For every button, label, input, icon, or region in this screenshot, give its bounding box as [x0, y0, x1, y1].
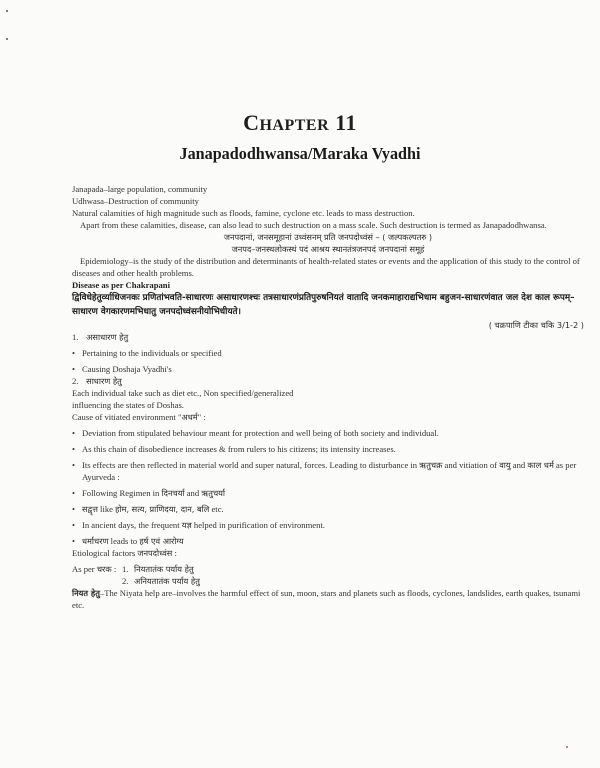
list-sanskrit: धर्माचरण	[82, 536, 109, 546]
cause-heading	[72, 411, 584, 423]
niyata-paragraph	[72, 587, 584, 611]
scan-speck	[6, 10, 8, 12]
chakrapani-verse: द्विविधेहेतुर्व्याधिजनकः प्रणितांभवति-साधारणः असाधारणश्चः तत्रसाधारणंप्रतिपुरुषनियतं वातादि जनकमाहाराद्यभिधाम बहुजन-साधारणंवात जल देश काल रूपम्–साधारण वेगकारणमभिधातु जनपदोध्वंसनीयोभिधीयते।	[72, 293, 575, 317]
list-number: 2.	[122, 576, 129, 586]
list-item	[72, 427, 584, 439]
list-item	[122, 563, 200, 575]
list-item: • Pertaining to the individuals or specified	[72, 347, 584, 359]
list-text: like	[97, 504, 116, 514]
sanskrit-definition-1: जनपदानां, जनसमूहानां उध्वंसनम् प्रति जनपदोध्वंसं – ( जल्पकल्पतरु )	[223, 232, 433, 242]
list-item	[72, 459, 584, 483]
intro-line-4: Apart from these calamities, disease, can also lead to such destruction on a mass scale. Such destruction is termed as Janapadodhwansa.	[80, 220, 547, 230]
list-text: helped in purification of environment.	[191, 520, 325, 530]
list-text: नियतातंक पर्याय हेतु	[134, 564, 194, 574]
bullet-list-1	[72, 347, 584, 375]
list-item	[72, 487, 584, 499]
niyata-text: –The Niyata help are–involves the harmful effect of sun, moon, stars and planets such as floods, cyclones, landslides, earth quakes, tsunami etc.	[72, 588, 581, 610]
intro-line-3: Natural calamities of high magnitude such as floods, famine, cyclone etc. leads to mass destruction.	[72, 208, 415, 218]
list-number: 1.	[122, 564, 129, 574]
list-sanskrit: ऋतुचर्या	[201, 488, 226, 498]
list-sanskrit: होम, सत्य, प्राणिदया, दान, बलि	[115, 504, 210, 514]
cause-label: Cause of vitiated environment "	[72, 412, 182, 422]
citation: ( चक्रपाणि टीका चकि 3/1-2 )	[488, 320, 584, 330]
list-item	[72, 535, 584, 547]
niyata-sanskrit: नियत हेतु	[72, 588, 100, 598]
list-text: Following Regimen in	[82, 488, 162, 498]
list-item	[72, 503, 584, 515]
influencing-text: influencing the states of Doshas.	[72, 400, 184, 410]
list-text: and	[184, 488, 202, 498]
intro-line-1: Janapada–large population, community	[72, 184, 208, 194]
list-text: Its effects are then reflected in material world and super natural, forces. Leading to disturbance in	[82, 460, 420, 470]
list-item	[72, 375, 584, 387]
as-per-sanskrit: चरक	[96, 564, 112, 574]
list-text: as per Ayurveda :	[82, 460, 577, 482]
etiological-sanskrit: जनपदोध्वंस	[137, 548, 173, 558]
body-text	[72, 183, 584, 611]
list-text: leads to	[108, 536, 140, 546]
list-sanskrit: ऋतुचक्र	[419, 460, 443, 470]
as-per-label	[72, 563, 122, 587]
list-sanskrit: काल धर्म	[527, 460, 554, 470]
etiological-label: Etiological factors	[72, 548, 138, 558]
list-text: and vitiation of	[442, 460, 500, 470]
as-per-colon: :	[111, 564, 117, 574]
list-item: • Causing Doshaja Vyadhi's	[72, 363, 584, 375]
as-per-list	[122, 563, 200, 587]
scan-speck	[6, 38, 8, 40]
list-number: 1.	[72, 332, 79, 342]
list-text: and	[510, 460, 528, 470]
chapter-number: 11	[335, 110, 357, 135]
chapter-word: HAPTER	[259, 117, 330, 134]
list-text: अनियतातंक पर्याय हेतु	[134, 576, 200, 586]
sanskrit-definition-2: जनपद–जनस्थलोकस्थं पदं आश्रय स्थानतंत्रजनपदं जनपदानां समूहं	[231, 244, 425, 254]
intro-line-2: Udhwasa–Destruction of community	[72, 196, 199, 206]
list-item	[72, 443, 584, 455]
list-text: In ancient days, the frequent	[82, 520, 182, 530]
scan-speck	[566, 746, 568, 748]
etiological-end: :	[172, 548, 177, 558]
list-item	[72, 331, 584, 343]
list-sanskrit: हर्ष एवं आरोग्य	[139, 536, 184, 546]
list-text: etc.	[209, 504, 224, 514]
chapter-title: Janapadodhwansa/Maraka Vyadhi	[179, 144, 421, 163]
list-sanskrit: वायु	[499, 460, 511, 470]
as-per-charaka	[72, 563, 584, 587]
as-per-text: As per	[72, 564, 97, 574]
epidemiology-text: Epidemiology–is the study of the distribution and determinants of health-related states or events and the application of this study to the control of diseases and other health problems.	[72, 256, 580, 278]
cause-sanskrit: अधर्म	[181, 412, 198, 422]
etiological-heading	[72, 547, 584, 559]
list-text: Deviation from stipulated behaviour meant for protection and well being of both society and individual.	[82, 428, 439, 438]
disease-heading: Disease as per Chakrapani	[72, 280, 170, 290]
list-text: असाधारण हेतु	[86, 332, 129, 342]
list-sanskrit: सद्वृत्त	[82, 504, 98, 514]
chapter-heading	[0, 110, 600, 136]
list-number: 2.	[72, 376, 79, 386]
cause-end: " :	[197, 412, 206, 422]
list-text: साधारण हेतु	[86, 376, 122, 386]
list-sanskrit: यज्ञ	[181, 520, 192, 530]
each-individual-text: Each individual take such as diet etc., Non specified/generalized	[72, 388, 294, 398]
bullet-list-2	[72, 427, 584, 547]
list-item	[122, 575, 200, 587]
chapter-prefix: C	[243, 110, 260, 135]
list-text: As this chain of disobedience increases & from rulers to his citizens; its intensity increases.	[82, 444, 396, 454]
list-sanskrit: दिनचर्या	[161, 488, 185, 498]
list-item	[72, 519, 584, 531]
